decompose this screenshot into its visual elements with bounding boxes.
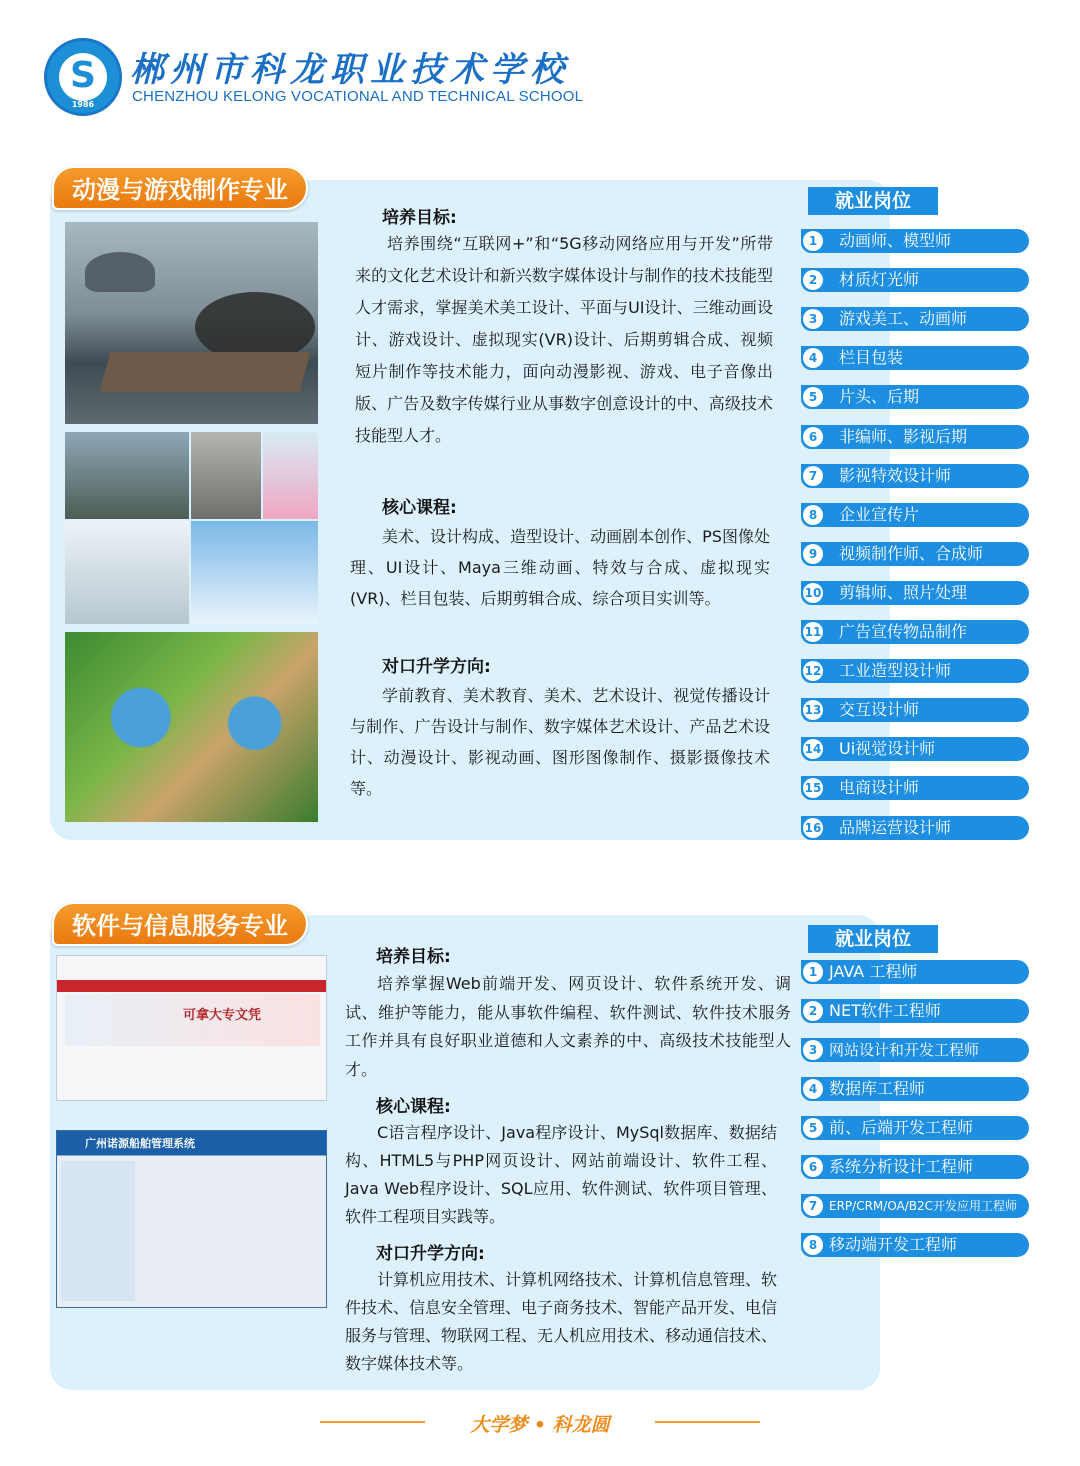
- section1-further-heading: 对口升学方向:: [382, 657, 491, 677]
- job-label: 系统分析设计工程师: [829, 1157, 974, 1176]
- job-item: [801, 1194, 1029, 1218]
- job-item: [801, 816, 1029, 840]
- section2-jobs-title: 就业岗位: [808, 925, 938, 953]
- job-label: 片头、后期: [839, 387, 920, 407]
- job-number-icon: 7: [803, 1196, 823, 1216]
- job-item: [801, 425, 1029, 449]
- job-item: [801, 1077, 1029, 1101]
- image-part: [61, 1161, 135, 1301]
- job-item: [801, 960, 1029, 984]
- job-item: [801, 776, 1029, 800]
- job-item: [801, 659, 1029, 683]
- footer-line-left: [320, 1421, 425, 1423]
- job-label: 前、后端开发工程师: [829, 1118, 974, 1137]
- school-name-cn: 郴州市科龙职业技术学校: [130, 50, 570, 90]
- job-label: NET软件工程师: [829, 1001, 941, 1020]
- job-item: [801, 503, 1029, 527]
- job-label: 电商设计师: [839, 778, 920, 798]
- job-number-icon: 8: [803, 505, 823, 525]
- job-item: [801, 1116, 1029, 1140]
- logo-s-icon: S: [70, 55, 96, 96]
- school-name-en: CHENZHOU KELONG VOCATIONAL AND TECHNICAL SCHOOL: [132, 88, 584, 105]
- section1-course-text: 美术、设计构成、造型设计、动画剧本创作、PS图像处理、UI设计、Maya三维动画、特效与合成、虚拟现实(VR)、栏目包装、后期剪辑合成、综合项目实训等。: [350, 527, 770, 608]
- image-part: [65, 994, 320, 1046]
- job-label: 企业宣传片: [839, 504, 920, 524]
- job-number-icon: 3: [803, 309, 823, 329]
- job-item: [801, 307, 1029, 331]
- image-part: [57, 980, 326, 992]
- image-steampunk-ship: [65, 222, 318, 424]
- image-snow-scene: [191, 521, 318, 624]
- job-number-icon: 2: [803, 1001, 823, 1021]
- school-logo: [44, 38, 122, 116]
- job-number-icon: 4: [803, 1079, 823, 1099]
- section1-goal-heading: 培养目标:: [382, 208, 457, 228]
- job-number-icon: 9: [803, 544, 823, 564]
- image-garden-plan: [65, 632, 318, 822]
- job-label: 动画师、模型师: [839, 231, 952, 250]
- image-part: [100, 352, 311, 392]
- section1-goal-text: 培养围绕“互联网+”和“5G移动网络应用与开发”所带来的文化艺术设计和新兴数字媒体设计与制作的技术技能型人才需求，掌握美术美工设计、平面与UI设计、三维动画设计、游戏设计、虚拟现实(VR)设计、后期剪辑合成、视频短片制作等技术能力，面向动漫影视、游戏、电子音像出版、广告及数字传媒行业从事数字创意设计的中、高级技术技能型人才。: [355, 234, 773, 445]
- image-3d-people: [65, 521, 189, 624]
- job-item: [801, 999, 1029, 1023]
- job-item: [801, 268, 1029, 292]
- section2-course-text: C语言程序设计、Java程序设计、MySql数据库、数据结构、HTML5与PHP网页设计、网站前端设计、软件工程、Java Web程序设计、SQL应用、软件测试、软件项目管理、软件工程项目实践等。: [345, 1123, 777, 1226]
- job-label: JAVA 工程师: [829, 962, 918, 981]
- image-robot-model: [191, 432, 261, 519]
- section2-further-heading: 对口升学方向:: [376, 1244, 485, 1264]
- job-number-icon: 15: [803, 778, 823, 798]
- job-number-icon: 1: [803, 962, 823, 982]
- job-item: [801, 229, 1029, 253]
- job-number-icon: 11: [803, 622, 823, 642]
- image-house-render: [65, 432, 189, 519]
- job-number-icon: 5: [803, 1118, 823, 1138]
- job-label: 工业造型设计师: [839, 661, 952, 681]
- image-management-system: [56, 1130, 327, 1308]
- job-number-icon: 2: [803, 270, 823, 290]
- job-item: [801, 1233, 1029, 1257]
- job-number-icon: 10: [803, 583, 823, 603]
- section-software-title: 软件与信息服务专业: [52, 902, 308, 946]
- job-label: 视频制作师、合成师: [839, 543, 984, 563]
- job-item: [801, 620, 1029, 644]
- job-label: ERP/CRM/OA/B2C开发应用工程师: [829, 1199, 1018, 1213]
- section2-goal-text: 培养掌握Web前端开发、网页设计、软件系统开发、调试、维护等能力，能从事软件编程、软件测试、软件技术服务工作并具有良好职业道德和人文素养的中、高级技术技能型人才。: [345, 974, 791, 1079]
- job-number-icon: 14: [803, 739, 823, 759]
- job-label: 交互设计师: [839, 700, 920, 720]
- screenshot-banner-text: 可拿大专文凭: [183, 1008, 262, 1023]
- job-label: 剪辑师、照片处理: [839, 582, 968, 602]
- image-cartoon-character: [263, 432, 318, 519]
- job-label: Ui视觉设计师: [839, 739, 936, 759]
- job-number-icon: 4: [803, 348, 823, 368]
- job-number-icon: 12: [803, 661, 823, 681]
- job-label: 非编师、影视后期: [839, 426, 968, 446]
- section1-further-text: 学前教育、美术教育、美术、艺术设计、视觉传播设计与制作、广告设计与制作、数字媒体艺术设计、产品艺术设计、动漫设计、影视动画、图形图像制作、摄影摄像技术等。: [350, 686, 770, 798]
- section1-course-heading: 核心课程:: [382, 498, 457, 518]
- job-number-icon: 5: [803, 387, 823, 407]
- section2-course-heading: 核心课程:: [376, 1097, 451, 1117]
- job-item: [801, 464, 1029, 488]
- job-label: 游戏美工、动画师: [839, 309, 968, 329]
- job-number-icon: 8: [803, 1235, 823, 1255]
- job-item: [801, 346, 1029, 370]
- job-item: [801, 385, 1029, 409]
- footer-slogan: 大学梦 • 科龙圆: [470, 1414, 610, 1436]
- image-part: [85, 252, 155, 292]
- job-number-icon: 1: [803, 231, 823, 251]
- job-label: 栏目包装: [839, 348, 904, 368]
- section1-jobs-title: 就业岗位: [808, 187, 938, 215]
- job-item: [801, 1155, 1029, 1179]
- image-website-screenshot: [56, 955, 327, 1101]
- job-number-icon: 6: [803, 427, 823, 447]
- job-item: [801, 698, 1029, 722]
- job-number-icon: 7: [803, 466, 823, 486]
- job-label: 网站设计和开发工程师: [829, 1041, 980, 1059]
- section2-goal-heading: 培养目标:: [376, 947, 451, 967]
- job-item: [801, 1038, 1029, 1062]
- job-number-icon: 16: [803, 818, 823, 838]
- section-animation-title: 动漫与游戏制作专业: [52, 166, 308, 210]
- job-number-icon: 3: [803, 1040, 823, 1060]
- job-label: 广告宣传物品制作: [839, 622, 968, 641]
- logo-year: 1986: [71, 100, 95, 109]
- footer-line-right: [655, 1421, 760, 1423]
- job-label: 品牌运营设计师: [839, 817, 952, 837]
- job-label: 影视特效设计师: [839, 465, 952, 485]
- job-item: [801, 737, 1029, 761]
- job-label: 数据库工程师: [829, 1079, 926, 1098]
- job-number-icon: 13: [803, 700, 823, 720]
- job-item: [801, 542, 1029, 566]
- job-item: [801, 581, 1029, 605]
- job-label: 移动端开发工程师: [829, 1235, 958, 1254]
- screenshot-title: 广州诺源船舶管理系统: [85, 1137, 195, 1150]
- job-number-icon: 6: [803, 1157, 823, 1177]
- section2-further-text: 计算机应用技术、计算机网络技术、计算机信息管理、软件技术、信息安全管理、电子商务技术、智能产品开发、电信服务与管理、物联网工程、无人机应用技术、移动通信技术、数字媒体技术等。: [345, 1270, 778, 1373]
- logo-center: [59, 53, 107, 101]
- job-label: 材质灯光师: [839, 270, 920, 290]
